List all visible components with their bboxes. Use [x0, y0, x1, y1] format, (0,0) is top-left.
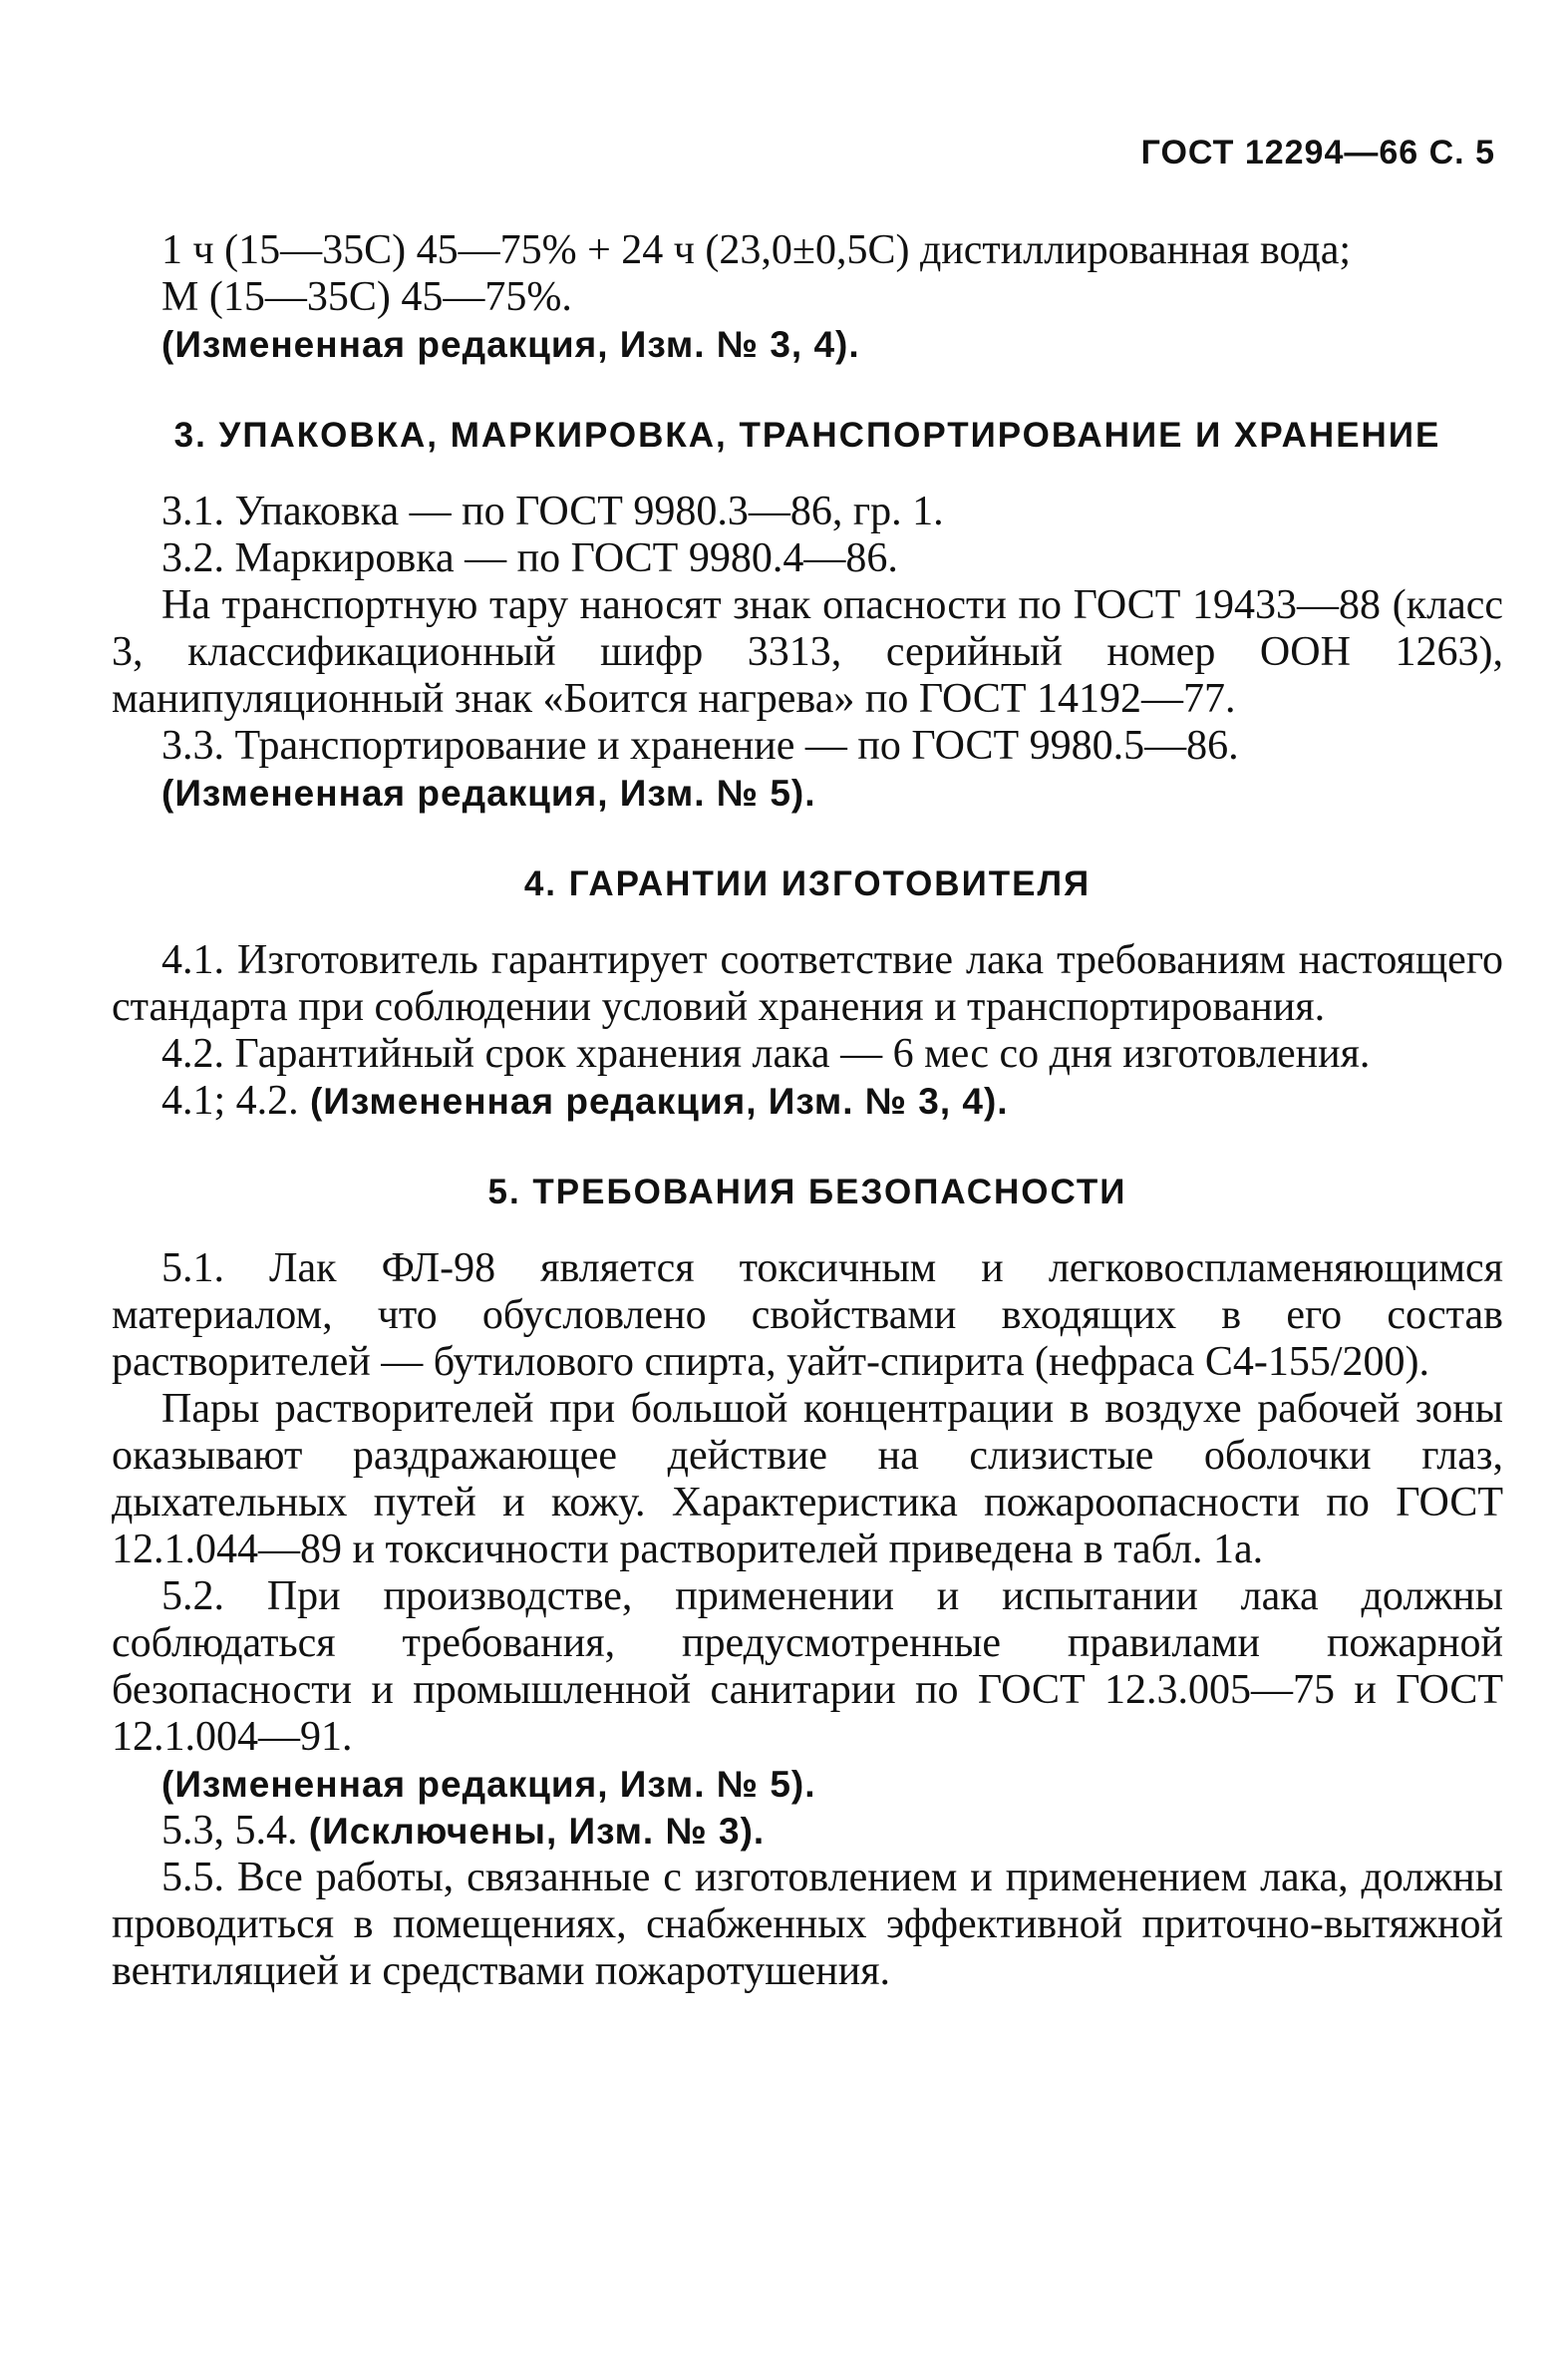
intro-amendment: (Измененная редакция, Изм. № 3, 4). [161, 324, 860, 365]
section-3-amendment: (Измененная редакция, Изм. № 5). [161, 773, 816, 814]
section-5-amendment: (Измененная редакция, Изм. № 5). [161, 1764, 816, 1805]
section-3-paragraph-2: 3.2. Маркировка — по ГОСТ 9980.4—86. [161, 535, 898, 581]
document-body [112, 227, 1503, 1995]
section-4-amendment-prefix: 4.1; 4.2. [161, 1078, 299, 1124]
page-header: ГОСТ 12294—66 С. 5 [1140, 134, 1495, 171]
intro-line-1: 1 ч (15—35С) 45—75% + 24 ч (23,0±0,5С) дистиллированная вода; [161, 227, 1352, 273]
section-5-exclusion: (Исключены, Изм. № 3). [308, 1811, 766, 1852]
section-3-paragraph-1: 3.1. Упаковка — по ГОСТ 9980.3—86, гр. 1. [161, 489, 944, 534]
section-4-paragraph-1: 4.1. Изготовитель гарантирует соответствие лака требованиям настоящего стандарта при соблюдении условий хранения и транспортирования. [112, 937, 1503, 1030]
section-3-title: 3. УПАКОВКА, МАРКИРОВКА, ТРАНСПОРТИРОВАНИЕ И ХРАНЕНИЕ [173, 416, 1441, 455]
section-4-title: 4. ГАРАНТИИ ИЗГОТОВИТЕЛЯ [523, 864, 1092, 903]
section-3-paragraph-3: На транспортную тару наносят знак опасности по ГОСТ 19433—88 (класс 3, классификационный шифр 3313, серийный номер ООН 1263), манипуляционный знак «Боится нагрева» по ГОСТ 14192—77. [112, 582, 1503, 722]
intro-line-2: М (15—35С) 45—75%. [161, 274, 572, 320]
section-5-paragraph-1: 5.1. Лак ФЛ-98 является токсичным и легковоспламеняющимся материалом, что обусловлено свойствами входящих в его состав растворителей — бутилового спирта, уайт-спирита (нефраса С4-155/200). [112, 1245, 1503, 1385]
section-5-paragraph-4: 5.5. Все работы, связанные с изготовлением и применением лака, должны проводиться в помещениях, снабженных эффективной приточно-вытяжной вентиляцией и средствами пожаротушения. [112, 1855, 1503, 1994]
section-5-exclusion-prefix: 5.3, 5.4. [161, 1808, 298, 1854]
section-3-paragraph-4: 3.3. Транспортирование и хранение — по ГОСТ 9980.5—86. [161, 723, 1239, 769]
section-4-paragraph-2: 4.2. Гарантийный срок хранения лака — 6 мес со дня изготовления. [161, 1031, 1371, 1077]
section-4-amendment: (Измененная редакция, Изм. № 3, 4). [309, 1081, 1009, 1122]
section-5-title: 5. ТРЕБОВАНИЯ БЕЗОПАСНОСТИ [487, 1173, 1127, 1211]
section-5-paragraph-3: 5.2. При производстве, применении и испытании лака должны соблюдаться требования, предусмотренные правилами пожарной безопасности и промышленной санитарии по ГОСТ 12.3.005—75 и ГОСТ 12.1.004—91. [112, 1573, 1503, 1760]
section-5-paragraph-2: Пары растворителей при большой концентрации в воздухе рабочей зоны оказывают раздражающее действие на слизистые оболочки глаз, дыхательных путей и кожу. Характеристика пожароопасности по ГОСТ 12.1.044—89 и токсичности растворителей приведена в табл. 1а. [112, 1386, 1503, 1572]
section-5-exclusion-line [112, 1808, 1503, 1855]
section-4-amendment-line [112, 1078, 1503, 1125]
